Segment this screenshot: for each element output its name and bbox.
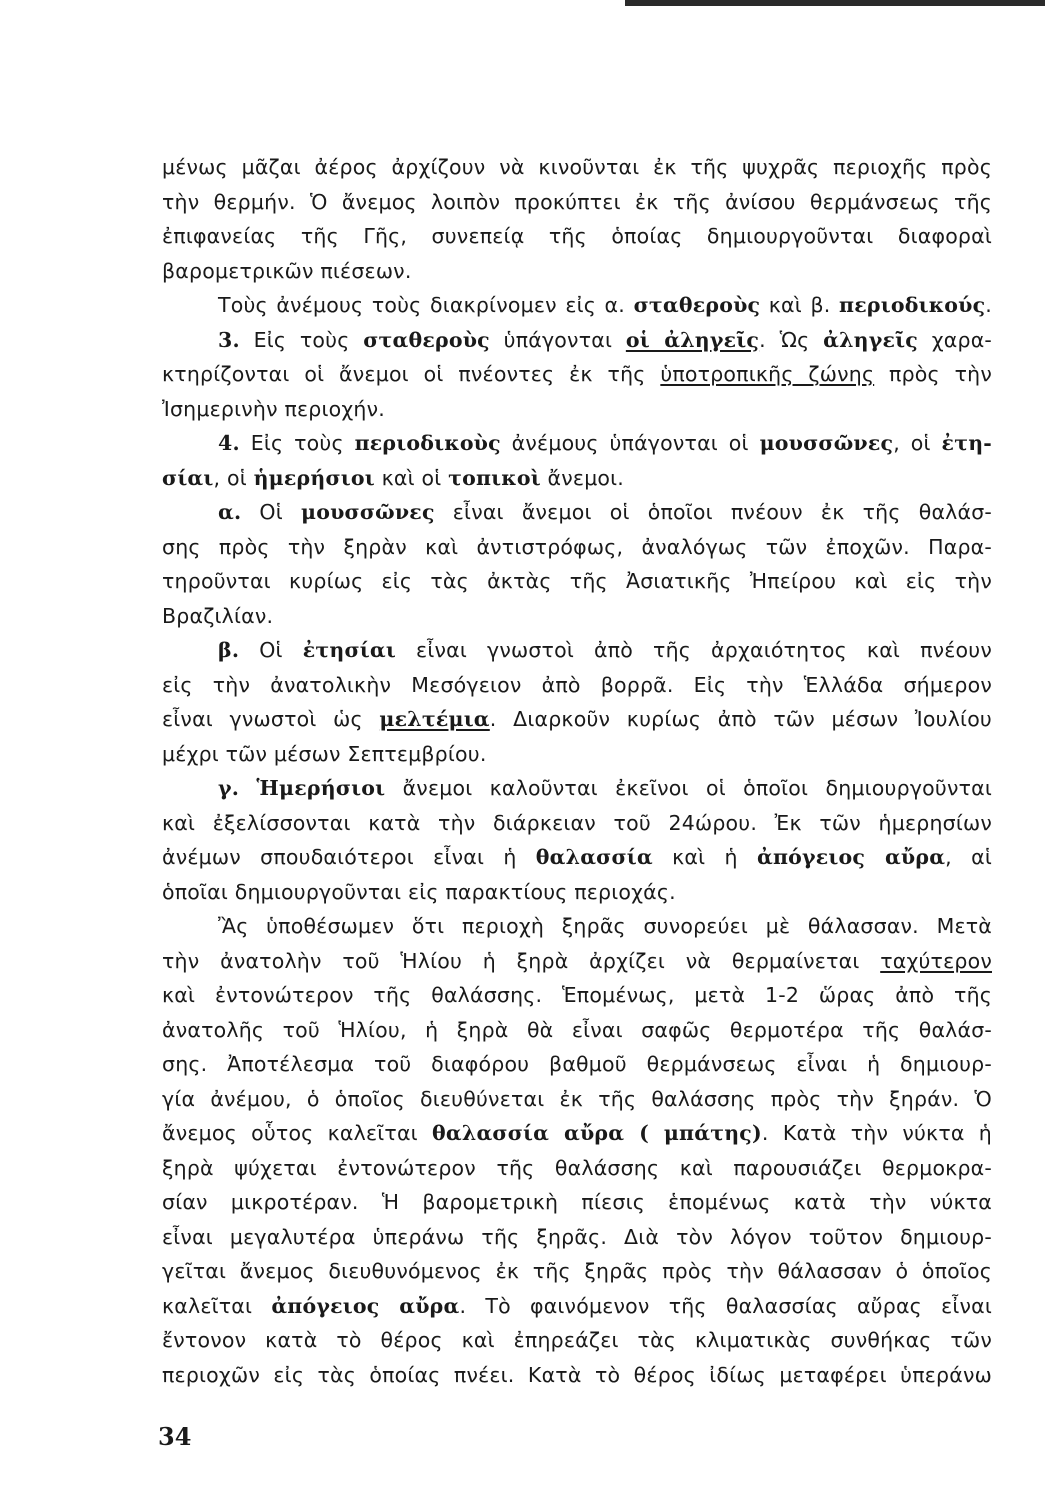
text: ἀνέμων σπουδαιότεροι εἶναι ἡ (162, 845, 536, 869)
text: περιοχῶν εἰς τὰς ὁποίας πνέει. Κατὰ τὸ θέρος ἰδίως μεταφέρει ὑπεράνω (162, 1362, 992, 1387)
text: Ἂς ὑποθέσωμεν ὅτι περιοχὴ ξηρᾶς συνορεύει μὲ θάλασσαν. Μετὰ (218, 914, 992, 938)
bold-term: θαλασσία αὔρα ( μπάτης) (432, 1121, 762, 1145)
item-number: 3. (218, 327, 240, 352)
bold-term: περιοδικοὺς (354, 431, 501, 455)
bold-term: περιοδικούς (839, 293, 986, 317)
text: κτηρίζονται οἱ ἄνεμοι οἱ πνέοντες ἐκ τῆς (162, 362, 661, 386)
text: ξηρὰ ψύχεται ἐντονώτερον τῆς θαλάσσης καὶ παρουσιάζει θερμοκρα- (162, 1155, 992, 1180)
text: πρὸς τὴν (874, 362, 992, 386)
bold-term: ἀπόγειος αὔρα (756, 845, 946, 869)
item-letter: β. (218, 638, 240, 662)
text: ἄνεμοι καλοῦνται ἐκεῖνοι οἱ ὁποῖοι δημιουργοῦνται (385, 776, 992, 800)
bold-term: ἐτησίαι (302, 638, 397, 662)
text-line (162, 219, 992, 254)
text (239, 776, 256, 800)
text-line (162, 702, 992, 737)
text: τὴν ἀνατολὴν τοῦ Ἡλίου ἡ ξηρὰ ἀρχίζει νὰ θερμαίνεται (162, 948, 881, 973)
text-line (162, 288, 992, 323)
text-line (162, 599, 992, 634)
text: ἄνεμοι. (540, 465, 625, 490)
text-line (162, 1254, 992, 1289)
item-letter: α. (218, 500, 242, 524)
text: Εἰς τοὺς (239, 327, 364, 352)
bold-term: μουσσῶνες (301, 500, 435, 524)
text: Οἱ (241, 500, 302, 524)
bold-term: σταθεροὺς (633, 293, 761, 317)
text-line (162, 806, 992, 841)
text: εἶναι γνωστοὶ ὡς (162, 707, 380, 731)
text: , οἱ (893, 431, 942, 455)
bold-term: σταθεροὺς (363, 327, 490, 352)
underlined-term: οἱ ἀληγεῖς (625, 327, 760, 352)
text-line (162, 185, 992, 220)
text-line (162, 461, 992, 496)
text-line (162, 1323, 992, 1358)
bold-term: σίαι (162, 465, 214, 490)
item-letter: γ. (218, 776, 240, 800)
page-body (162, 150, 992, 1392)
text: καὶ οἱ (374, 465, 449, 490)
text: ἔντονον κατὰ τὸ θέρος καὶ ἐπηρεάζει τὰς κλιματικὰς συνθήκας τῶν (162, 1328, 992, 1352)
text: ἀνατολῆς τοῦ Ἡλίου, ἡ ξηρὰ θὰ εἶναι σαφῶς θερμοτέρα τῆς θαλάσ- (162, 1017, 992, 1042)
text-line (162, 978, 992, 1013)
text: μένως μᾶζαι ἀέρος ἀρχίζουν νὰ κινοῦνται ἐκ τῆς ψυχρᾶς περιοχῆς πρὸς (162, 155, 992, 179)
text-line (162, 1151, 992, 1186)
text: καὶ ἡ (652, 845, 757, 869)
bold-term: θαλασσία (535, 845, 653, 869)
text-line (162, 1013, 992, 1048)
text-line (162, 633, 992, 668)
text: . Κατὰ τὴν νύκτα ἡ (761, 1121, 993, 1145)
text-line (162, 840, 992, 875)
page-number: 34 (158, 1422, 192, 1451)
text: γία ἀνέμου, ὁ ὁποῖος διευθύνεται ἐκ τῆς θαλάσσης πρὸς τὴν ξηράν. Ὁ (162, 1086, 992, 1111)
bold-term: Ἡμερήσιοι (256, 776, 386, 800)
text-line (162, 737, 992, 772)
text-line (162, 392, 992, 427)
text: καὶ ἐντονώτερον τῆς θαλάσσης. Ἑπομένως, μετὰ 1-2 ὥρας ἀπὸ τῆς (162, 983, 992, 1007)
text: γεῖται ἄνεμος διευθυνόμενος ἐκ τῆς ξηρᾶς πρὸς τὴν θάλασσαν ὁ ὁποῖος (162, 1259, 992, 1283)
text-line (162, 668, 992, 703)
text-line (162, 1185, 992, 1220)
text-line (162, 495, 992, 530)
text: τηροῦνται κυρίως εἰς τὰς ἀκτὰς τῆς Ἀσιατικῆς Ἠπείρου καὶ εἰς τὴν (162, 569, 992, 593)
text-line (162, 875, 992, 910)
text: . Διαρκοῦν κυρίως ἀπὸ τῶν μέσων Ἰουλίου (489, 707, 992, 731)
text: . (985, 293, 992, 317)
item-number: 4. (218, 431, 240, 455)
text: μέχρι τῶν μέσων Σεπτεμβρίου. (162, 741, 487, 766)
text: σης. Ἀποτέλεσμα τοῦ διαφόρου βαθμοῦ θερμάνσεως εἶναι ἡ δημιουρ- (162, 1052, 992, 1076)
text-line (162, 1289, 992, 1324)
text-line (162, 1047, 992, 1082)
text: ἄνεμος οὗτος καλεῖται (162, 1121, 433, 1145)
text: καὶ β. (760, 293, 840, 317)
bold-term: τοπικοὶ (448, 465, 541, 490)
text-line (162, 357, 992, 392)
text-line (162, 1358, 992, 1393)
text-line (162, 909, 992, 944)
text-line (162, 254, 992, 289)
text: . Τὸ φαινόμενον τῆς θαλασσίας αὔρας εἶναι (459, 1293, 992, 1318)
text-line (162, 530, 992, 565)
text: χαρα- (917, 327, 993, 352)
scan-top-edge (625, 0, 1045, 6)
text: Οἱ (239, 638, 303, 662)
text: καλεῖται (162, 1293, 272, 1318)
text-line (162, 564, 992, 599)
text-line (162, 426, 992, 461)
text-line (162, 150, 992, 185)
bold-term: ἀληγεῖς (823, 327, 918, 352)
text: , αἱ (945, 845, 992, 869)
text: Εἰς τοὺς (239, 431, 355, 455)
bold-term: ἀπόγειος αὔρα (271, 1293, 460, 1318)
text: ἀνέμους ὑπάγονται οἱ (500, 431, 760, 455)
text: Τοὺς ἀνέμους τοὺς διακρίνομεν εἰς α. (218, 293, 634, 317)
underlined-term: ταχύτερον (880, 948, 992, 973)
text: Ἰσημερινὴν περιοχήν. (162, 396, 385, 421)
text: εἰς τὴν ἀνατολικὴν Μεσόγειον ἀπὸ βορρᾶ. Εἰς τὴν Ἑλλάδα σήμερον (162, 672, 992, 697)
text: . Ὡς (759, 327, 824, 352)
text-line (162, 1116, 992, 1151)
text-line (162, 323, 992, 358)
bold-term: ἐτη- (941, 431, 993, 455)
text: ὑπάγονται (489, 327, 626, 352)
bold-term: ἡμερήσιοι (253, 465, 375, 490)
underlined-term: μελτέμια (379, 707, 490, 731)
text-line (162, 1082, 992, 1117)
text: ἐπιφανείας τῆς Γῆς, συνεπείᾳ τῆς ὁποίας δημιουργοῦνται διαφοραὶ (162, 224, 992, 248)
text: τὴν θερμήν. Ὁ ἄνεμος λοιπὸν προκύπτει ἐκ τῆς ἀνίσου θερμάνσεως τῆς (162, 189, 992, 214)
text: εἶναι μεγαλυτέρα ὑπεράνω τῆς ξηρᾶς. Διὰ τὸν λόγον τοῦτον δημιουρ- (162, 1224, 992, 1249)
text-line (162, 1220, 992, 1255)
text: σίαν μικροτέραν. Ἡ βαρομετρικὴ πίεσις ἑπομένως κατὰ τὴν νύκτα (162, 1190, 992, 1214)
text: εἶναι ἄνεμοι οἱ ὁποῖοι πνέουν ἐκ τῆς θαλάσ- (434, 500, 992, 524)
text-line (162, 944, 992, 979)
text: εἶναι γνωστοὶ ἀπὸ τῆς ἀρχαιότητος καὶ πνέουν (396, 638, 993, 662)
text: ὁποῖαι δημιουργοῦνται εἰς παρακτίους περιοχάς. (162, 879, 676, 904)
text: Βραζιλίαν. (162, 603, 274, 628)
underlined-term: ὑποτροπικῆς ζώνης (660, 362, 875, 386)
bold-term: μουσσῶνες (759, 431, 894, 455)
text: , οἱ (213, 465, 254, 490)
text: καὶ ἐξελίσσονται κατὰ τὴν διάρκειαν τοῦ 24ώρου. Ἐκ τῶν ἡμερησίων (162, 810, 992, 835)
text-line (162, 771, 992, 806)
text: βαρομετρικῶν πιέσεων. (162, 258, 412, 283)
text: σης πρὸς τὴν ξηρὰν καὶ ἀντιστρόφως, ἀναλόγως τῶν ἐποχῶν. Παρα- (162, 534, 992, 559)
